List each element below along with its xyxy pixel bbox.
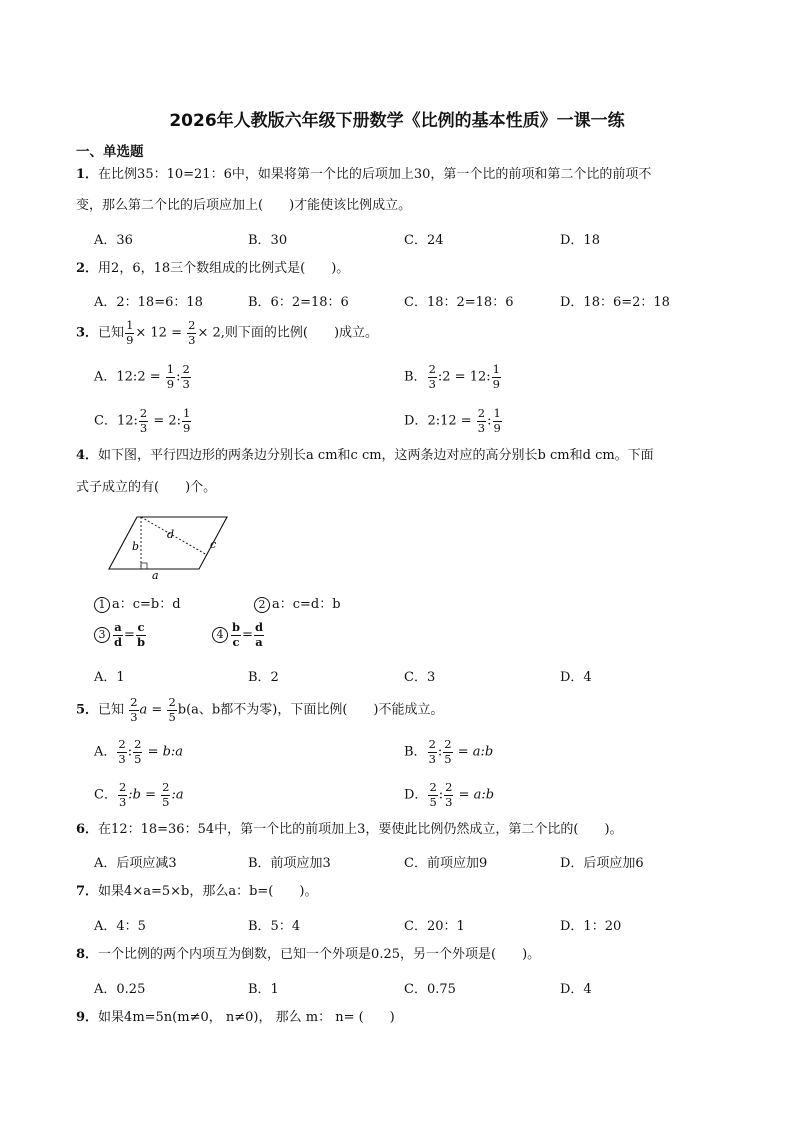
option-d[interactable]: D．18：6=2：18 [560,295,670,310]
option-d[interactable]: D．后项应加6 [560,856,644,871]
option-a[interactable]: A．0.25 [94,982,146,997]
question-number: 3． [76,325,99,341]
question-number: 1． [76,167,99,182]
option-a[interactable]: A．12:2 = $\frac{1}{9}$ : $\frac{2}{3}$ [94,362,190,391]
question-1-line2: 变，那么第二个比的后项应加上( )才能使该比例成立。 [76,198,412,213]
option-d[interactable]: D．4 [560,982,592,997]
question-number: 7． [76,884,99,899]
option-d[interactable]: D．18 [560,233,600,248]
question-text: × 2,则下面的比例( )成立。 [197,325,379,341]
question-text: 用2，6，18三个数组成的比例式是( )。 [98,261,350,276]
option-a[interactable]: A．2：18=6：18 [94,295,203,310]
question-number: 6． [76,822,99,837]
question-text: 在比例35：10=21：6中，如果将第一个比的后项加上30，第一个比的前项和第二个比的前项不 [98,167,652,182]
question-4 [76,447,654,465]
fraction: $\frac{2}{3}$ [188,318,196,347]
question-number: 2． [76,261,99,276]
option-c[interactable]: C．0.75 [404,982,456,997]
question-1 [76,166,651,184]
fraction: $\frac{1}{9}$ [126,318,134,347]
option-a[interactable]: A．4：5 [94,919,146,934]
question-5: 5．已知 $\frac{2}{3}$ a = $\frac{2}{5}$ b(a、b都不为零)，下面比例( )不能成立。 [76,695,444,724]
option-b[interactable]: B．2 [248,670,279,685]
question-text: 已知 [98,702,125,718]
question-text: 在12：18=36：54中，第一个比的前项加上3，要使此比例仍然成立，第二个比的( )。 [98,822,623,837]
option-b[interactable]: B．30 [248,233,288,248]
statement-3: 3 $\frac{a}{d}$ = $\frac{c}{b}$ [94,622,147,648]
statement-4: 4 $\frac{b}{c}$ = $\frac{d}{a}$ [212,622,265,648]
question-number: 5． [76,702,99,718]
question-text: 已知 [98,325,125,341]
question-9 [76,1009,395,1027]
label-d: d [167,528,175,541]
option-d[interactable]: D．1：20 [560,919,622,934]
label-a: a [152,569,159,582]
option-c[interactable]: C．20：1 [404,919,465,934]
label-c: c [210,538,217,551]
option-b[interactable]: B．6：2=18：6 [248,295,349,310]
question-2 [76,260,349,278]
right-angle-mark [141,563,147,569]
question-text: 如果4m=5n(m≠0， n≠0)， 那么 m： n= ( ) [98,1010,395,1025]
question-3 [76,320,378,346]
option-a[interactable]: A．后项应减3 [94,856,177,871]
option-d[interactable]: D．4 [560,670,592,685]
option-b[interactable]: B．1 [248,982,279,997]
option-c[interactable]: C．24 [404,233,444,248]
option-b[interactable]: B．前项应加3 [248,856,331,871]
statement-2: 2 a：c=d：b [254,593,341,613]
option-c[interactable]: C．前项应加9 [404,856,488,871]
question-text: 如下图，平行四边形的两条边分别长a cm和c cm，这两条边对应的高分别长b cm和d cm。下面 [98,448,654,463]
page-title: 2026年人教版六年级下册数学《比例的基本性质》一课一练 [169,111,625,131]
option-d[interactable]: D． $\frac{2}{5}$ : $\frac{2}{3}$ = a:b [404,780,495,809]
option-b[interactable]: B．5：4 [248,919,301,934]
parallelogram-figure [104,512,234,582]
question-7 [76,883,317,901]
expression: × 12 = [135,325,182,341]
option-c[interactable]: C．18：2=18：6 [404,295,514,310]
question-text: 如果4×a=5×b，那么a：b=( )。 [98,884,318,899]
option-a[interactable]: A．36 [94,233,133,248]
question-number: 8． [76,947,99,962]
section-heading: 一、单选题 [76,144,144,160]
question-text: b(a、b都不为零)，下面比例( )不能成立。 [177,702,444,718]
option-c[interactable]: C． $\frac{2}{3}$ :b = $\frac{2}{5}$ :a [94,780,184,809]
label-b: b [132,540,140,553]
question-text: 一个比例的两个内项互为倒数，已知一个外项是0.25，另一个外项是( )。 [98,947,541,962]
option-d[interactable]: D．2:12 = $\frac{2}{3}$ : $\frac{1}{9}$ [404,406,501,435]
question-4-line2: 式子成立的有( )个。 [76,480,217,495]
option-a[interactable]: A．1 [94,670,125,685]
option-c[interactable]: C．3 [404,670,436,685]
question-6 [76,821,623,839]
option-c[interactable]: C．12: $\frac{2}{3}$ = 2: $\frac{1}{9}$ [94,406,191,435]
question-8 [76,946,540,964]
option-a[interactable]: A． $\frac{2}{3}$ : $\frac{2}{5}$ = b:a [94,737,184,766]
question-number: 4． [76,448,99,463]
question-number: 9． [76,1010,99,1025]
option-b[interactable]: B． $\frac{2}{3}$ : $\frac{2}{5}$ = a:b [404,737,494,766]
statement-1: 1 a：c=b：d [94,593,181,613]
option-b[interactable]: B． $\frac{2}{3}$ :2 = 12: $\frac{1}{9}$ [404,362,500,391]
